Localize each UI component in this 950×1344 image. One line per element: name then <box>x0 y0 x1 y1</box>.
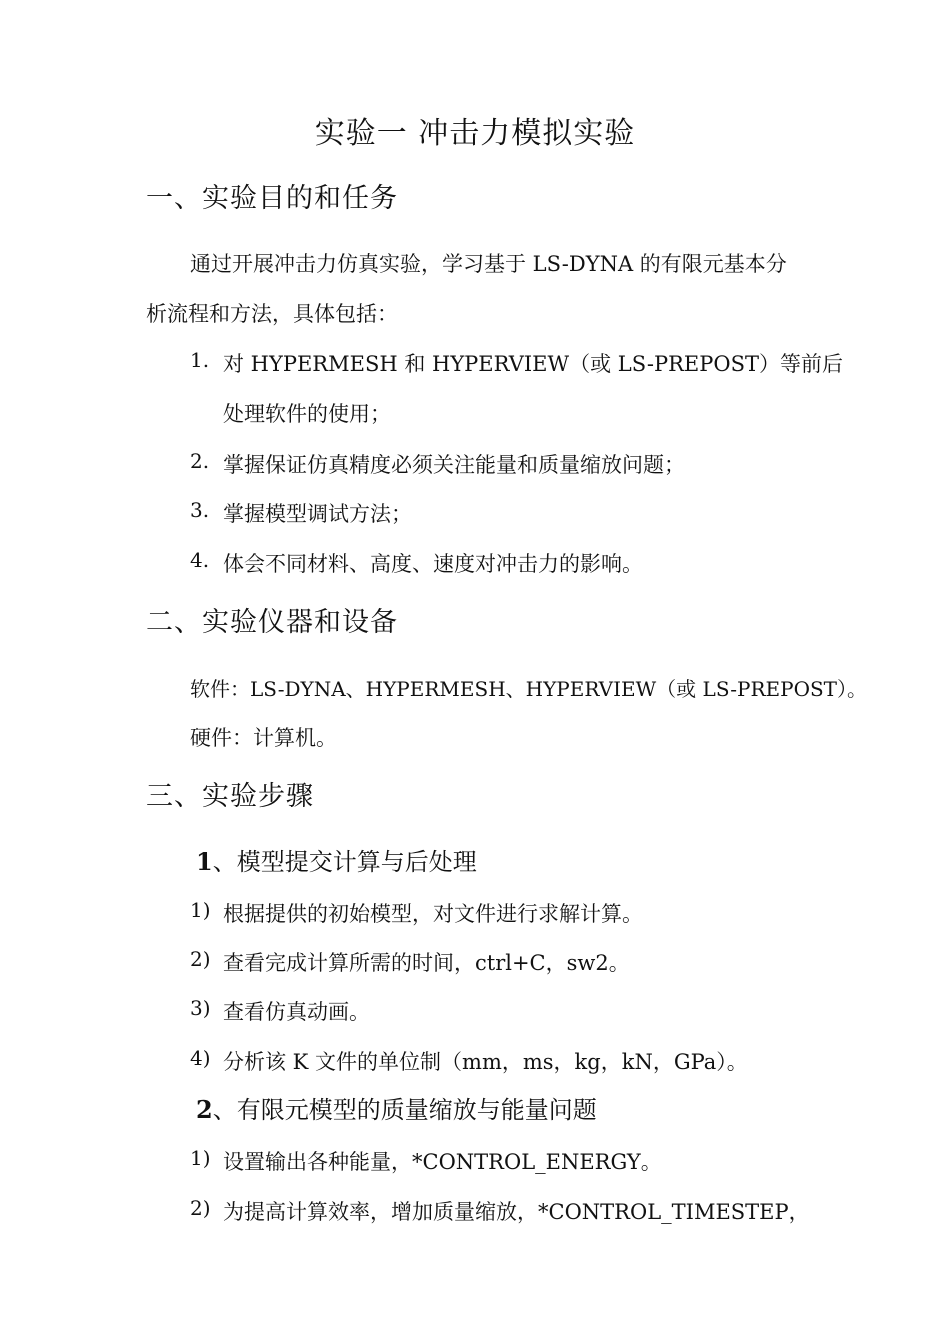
list-item-number: 4. <box>190 548 210 572</box>
subsection-title: 、有限元模型的质量缩放与能量问题 <box>212 1096 597 1124</box>
software-line: 软件：LS-DYNA、HYPERMESH、HYPERVIEW（或 LS-PREPOST）。 <box>190 677 868 701</box>
step-item: 设置输出各种能量，*CONTROL_ENERGY。 <box>223 1150 662 1174</box>
step-item: 查看完成计算所需的时间，ctrl+C，sw2。 <box>223 951 630 975</box>
step-item: 根据提供的初始模型，对文件进行求解计算。 <box>223 902 643 926</box>
step-number: 3) <box>190 996 211 1020</box>
subsection-heading-submit <box>196 842 477 877</box>
step-number: 2) <box>190 947 211 971</box>
intro-line-2: 析流程和方法，具体包括： <box>146 302 398 326</box>
subsection-title: 、模型提交计算与后处理 <box>212 848 477 876</box>
subsection-number: 2 <box>196 1095 213 1124</box>
step-number: 1) <box>190 898 211 922</box>
list-item: 掌握模型调试方法； <box>223 502 412 526</box>
list-item: 体会不同材料、高度、速度对冲击力的影响。 <box>223 552 643 576</box>
list-item: 掌握保证仿真精度必须关注能量和质量缩放问题； <box>223 453 685 477</box>
list-item-continuation: 处理软件的使用； <box>223 402 391 426</box>
list-item-number: 1. <box>190 348 210 372</box>
hardware-line: 硬件：计算机。 <box>190 726 337 750</box>
subsection-heading-mass-scaling <box>196 1090 597 1125</box>
page-title: 实验一 冲击力模拟实验 <box>314 116 636 151</box>
section-heading-steps: 三、实验步骤 <box>146 781 314 812</box>
step-item: 查看仿真动画。 <box>223 1000 370 1024</box>
list-item: 对 HYPERMESH 和 HYPERVIEW（或 LS-PREPOST）等前后 <box>223 352 843 376</box>
list-item-number: 3. <box>190 498 210 522</box>
intro-line-1: 通过开展冲击力仿真实验，学习基于 LS-DYNA 的有限元基本分 <box>190 252 787 276</box>
section-heading-purpose: 一、实验目的和任务 <box>146 183 398 214</box>
subsection-number: 1 <box>196 847 213 876</box>
step-item: 分析该 K 文件的单位制（mm，ms，kg，kN，GPa）。 <box>223 1050 748 1074</box>
list-item-number: 2. <box>190 449 210 473</box>
step-item: 为提高计算效率，增加质量缩放，*CONTROL_TIMESTEP， <box>223 1200 810 1224</box>
section-heading-equipment: 二、实验仪器和设备 <box>146 607 398 638</box>
step-number: 2) <box>190 1196 211 1220</box>
step-number: 1) <box>190 1146 211 1170</box>
step-number: 4) <box>190 1046 211 1070</box>
